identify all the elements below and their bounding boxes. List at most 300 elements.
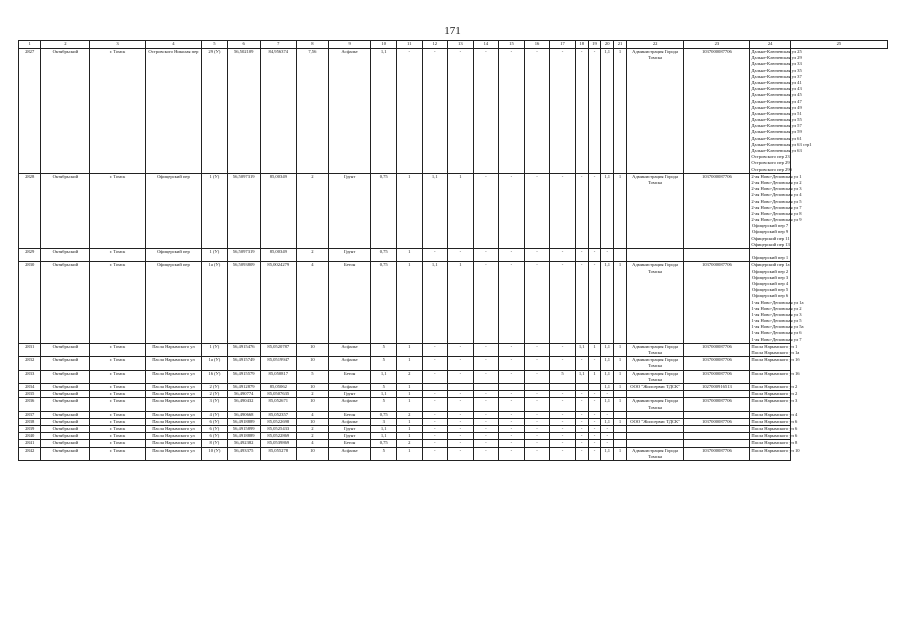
cell-c12: 2	[396, 440, 422, 447]
cell-c20: -	[588, 398, 601, 411]
cell-c22: 1	[614, 262, 627, 343]
cell-v8: 10	[296, 357, 328, 370]
cell-c18: -	[550, 426, 576, 433]
cell-c11: 0,75	[371, 173, 397, 248]
cell-num: 6 (У)	[202, 433, 228, 440]
cell-num: 2 (У)	[202, 391, 228, 398]
cell-street: Пасла Нарымского ул	[145, 418, 201, 425]
cell-surface: Бетон	[328, 440, 371, 447]
cell-c15: -	[473, 357, 499, 370]
cell-num: 8 (У)	[202, 440, 228, 447]
address-line: Пасла Нарымского ул 6	[751, 426, 798, 432]
cell-addresses	[750, 173, 802, 248]
cell-owner: Администрация Города Томска	[626, 343, 684, 356]
column-number-header: 24	[750, 41, 790, 49]
cell-c16: -	[499, 391, 525, 398]
cell-c19: -	[575, 433, 588, 440]
cell-c15: -	[473, 262, 499, 343]
cell-c17: -	[524, 370, 550, 383]
address-line: 1-ая Ново-Деповская ул 2	[751, 305, 802, 311]
cell-lon: 85,052357	[260, 411, 296, 418]
cell-v8: 10	[296, 418, 328, 425]
cell-c12: 1	[396, 249, 422, 262]
address-line: 1-ая Ново-Деповская ул 3	[751, 311, 802, 317]
cell-c19: -	[575, 440, 588, 447]
table-row	[19, 391, 888, 398]
cell-c17: -	[524, 440, 550, 447]
cell-c12: 1	[396, 357, 422, 370]
column-number-header: 13	[448, 41, 474, 49]
cell-c16: -	[499, 173, 525, 248]
cell-addresses	[750, 447, 800, 460]
cell-c17: -	[524, 262, 550, 343]
address-line: Офицерский пер 1	[752, 255, 789, 261]
cell-c19: -	[575, 249, 588, 262]
cell-c12: 2	[396, 370, 422, 383]
cell-v8: 7,56	[296, 49, 328, 174]
cell-c16: -	[499, 411, 525, 418]
cell-lon: 85,0525433	[260, 426, 296, 433]
cell-c14: -	[448, 343, 474, 356]
cell-c12: 1	[396, 433, 422, 440]
cell-c18: -	[550, 433, 576, 440]
cell-c14: -	[448, 370, 474, 383]
cell-c12: 1	[396, 447, 422, 460]
cell-addresses	[750, 433, 798, 440]
table-row	[19, 433, 888, 440]
address-line: 1-ая Ново-Деповская ул 6	[751, 330, 802, 336]
cell-c15: -	[473, 433, 499, 440]
cell-c14: -	[448, 49, 474, 174]
cell-addresses	[750, 418, 798, 425]
cell-v8: 10	[296, 343, 328, 356]
column-number-header: 20	[601, 41, 614, 49]
address-line: Пасла Нарымского ул 2	[751, 391, 798, 397]
cell-c18: 5	[550, 370, 576, 383]
cell-c22: 1	[614, 447, 627, 460]
cell-surface: Грунт	[328, 249, 371, 262]
address-line: Пасла Нарымского ул 16	[751, 370, 800, 376]
cell-c22: 1	[614, 343, 627, 356]
cell-city: г. Томск	[90, 433, 145, 440]
column-number-header: 25	[790, 41, 887, 49]
cell-owner: Администрация Города Томска	[626, 447, 684, 460]
cell-city: г. Томск	[90, 343, 145, 356]
cell-street: Островского Николая пер	[145, 49, 201, 174]
cell-city: г. Томск	[90, 418, 145, 425]
cell-no: 2828	[19, 173, 41, 248]
address-line: Дальне-Ключевская ул 61	[751, 135, 802, 141]
cell-lat: 56,5097319	[227, 173, 260, 248]
cell-surface: Асфальт	[328, 383, 371, 390]
cell-c18: -	[550, 440, 576, 447]
cell-district: Октябрьский	[41, 411, 90, 418]
cell-lon: 85,0507635	[260, 391, 296, 398]
address-line: Дальне-Ключевская ул 63	[751, 148, 802, 153]
address-line: Офицерский пер 9	[752, 229, 789, 235]
address-line: Офицерский пер 1а	[751, 262, 790, 268]
column-number-header: 8	[296, 41, 328, 49]
address-line: 1-ая Ново-Деповская ул 5	[751, 318, 802, 324]
cell-c13	[422, 383, 448, 390]
cell-district: Октябрьский	[41, 433, 90, 440]
cell-c14: -	[448, 426, 474, 433]
cell-lat: 56,490668	[227, 411, 260, 418]
cell-surface: Бетон	[328, 262, 371, 343]
address-line: 2-ая Ново-Деповская ул 9	[751, 217, 802, 223]
cell-addresses	[750, 262, 804, 343]
cell-v8: 2	[296, 433, 328, 440]
cell-lat: 56,4915749	[227, 357, 260, 370]
cell-c14: -	[448, 433, 474, 440]
cell-c15: -	[473, 249, 499, 262]
cell-num: 3 (У)	[202, 398, 228, 411]
cell-c16: -	[499, 433, 525, 440]
cell-c17: -	[524, 391, 550, 398]
cell-c11: 0,75	[371, 411, 397, 418]
cell-surface: Грунт	[328, 426, 371, 433]
cell-c16: -	[499, 440, 525, 447]
cell-surface: Асфальт	[328, 418, 371, 425]
cell-c15: -	[473, 343, 499, 356]
column-number-header: 19	[588, 41, 601, 49]
cell-c22: 1	[614, 357, 627, 370]
column-number-header: 23	[684, 41, 750, 49]
cell-c17: -	[524, 433, 550, 440]
column-number-header: 2	[41, 41, 90, 49]
cell-city: г. Томск	[90, 262, 145, 343]
cell-c20: -	[588, 262, 601, 343]
cell-no: 2842	[19, 447, 41, 460]
cell-v8: 4	[296, 440, 328, 447]
cell-lon: 85,052671	[260, 398, 296, 411]
address-line: Пасла Нарымского ул 6	[751, 418, 798, 424]
cell-c11: 5	[371, 447, 397, 460]
cell-lon: 85,0522869	[260, 433, 296, 440]
cell-c12: 1	[396, 398, 422, 411]
cell-street: Пасла Нарымского ул	[145, 383, 201, 390]
cell-ogrn: 1037000087706	[684, 49, 750, 174]
address-line: Офицерский пер 7	[752, 223, 789, 229]
address-line: 1-ая Ново-Деповская ул 7	[751, 336, 802, 342]
cell-c11: 5	[371, 383, 397, 390]
cell-num: 29 (У)	[202, 49, 228, 174]
cell-c13: -	[422, 357, 448, 370]
cell-c14: -	[448, 398, 474, 411]
cell-c21: 1,1	[601, 343, 614, 356]
cell-owner	[626, 411, 684, 418]
address-line: Пасла Нарымского ул 8	[751, 440, 798, 446]
cell-c21: 1,1	[601, 173, 614, 248]
cell-addresses	[750, 391, 798, 398]
cell-city: г. Томск	[90, 249, 145, 262]
cell-lon: 85,05062	[260, 383, 296, 390]
column-number-header: 6	[227, 41, 260, 49]
cell-addresses	[750, 440, 798, 447]
cell-district: Октябрьский	[41, 357, 90, 370]
address-line: Пасла Нарымского ул 6	[751, 433, 798, 439]
cell-street: Пасла Нарымского ул	[145, 398, 201, 411]
cell-c11: 5	[371, 398, 397, 411]
cell-no: 2835	[19, 391, 41, 398]
cell-street: Пасла Нарымского ул	[145, 411, 201, 418]
cell-owner: Администрация Города Томска	[626, 357, 684, 370]
column-number-header: 14	[473, 41, 499, 49]
cell-c12: -	[396, 49, 422, 174]
cell-surface: Асфальт	[328, 49, 371, 174]
column-number-header: 10	[371, 41, 397, 49]
cell-c22: 1	[614, 398, 627, 411]
cell-c16: -	[499, 357, 525, 370]
address-line: 1-ая Ново-Деповская ул 5а	[751, 324, 804, 330]
column-number-header: 1	[19, 41, 41, 49]
address-line: Дальне-Ключевская ул 47	[751, 98, 802, 104]
cell-c21: -	[601, 440, 614, 447]
cell-ogrn: 1037000087706	[684, 418, 750, 425]
cell-ogrn	[684, 249, 750, 262]
cell-lat: 56,5093809	[227, 262, 260, 343]
cell-c22: 1	[614, 173, 627, 248]
table-row	[19, 173, 888, 248]
cell-district: Октябрьский	[41, 418, 90, 425]
cell-owner	[626, 249, 684, 262]
cell-city: г. Томск	[90, 447, 145, 460]
cell-no: 2839	[19, 426, 41, 433]
cell-v8: 5	[296, 370, 328, 383]
column-number-header: 5	[202, 41, 228, 49]
cell-street: Пасла Нарымского ул	[145, 343, 201, 356]
column-number-header: 22	[626, 41, 684, 49]
cell-surface: Асфальт	[328, 343, 371, 356]
cell-c21: -	[601, 249, 614, 262]
cell-ogrn: 1037000087706	[684, 262, 750, 343]
cell-district: Октябрьский	[41, 383, 90, 390]
cell-v8: 4	[296, 262, 328, 343]
cell-c14: -	[448, 440, 474, 447]
column-number-header: 16	[524, 41, 550, 49]
cell-c15	[473, 383, 499, 390]
cell-surface: Асфальт	[328, 447, 371, 460]
address-line: Пасла Нарымского ул 3	[751, 398, 798, 404]
cell-lat: 56,493375	[227, 447, 260, 460]
cell-c18: -	[550, 49, 576, 174]
cell-c16: -	[499, 343, 525, 356]
cell-district: Октябрьский	[41, 398, 90, 411]
address-line: Дальне-Ключевская ул 43	[751, 86, 802, 92]
column-number-header: 7	[260, 41, 296, 49]
address-line: Пасла Нарымского ул 1б	[751, 357, 800, 363]
cell-city: г. Томск	[90, 398, 145, 411]
column-number-header: 9	[328, 41, 371, 49]
cell-num: 4 (У)	[202, 411, 228, 418]
cell-c21: -	[601, 433, 614, 440]
cell-lat: 56,4915899	[227, 426, 260, 433]
cell-c13: -	[422, 411, 448, 418]
cell-ogrn	[684, 391, 750, 398]
cell-surface: Грунт	[328, 391, 371, 398]
address-line: 1-ая Ново-Деповская ул 1а	[751, 299, 804, 305]
address-line: Офицерский пер 6	[752, 293, 789, 299]
cell-c14: 1	[448, 173, 474, 248]
cell-c18: -	[550, 418, 576, 425]
cell-c12: 1	[396, 383, 422, 390]
cell-ogrn: 1037000087706	[684, 357, 750, 370]
cell-c20: 1	[588, 370, 601, 383]
cell-c22	[614, 249, 627, 262]
cell-city: г. Томск	[90, 426, 145, 433]
address-line: 2-ая Ново-Деповская ул 5	[751, 198, 802, 204]
cell-district: Октябрьский	[41, 262, 90, 343]
address-line: Офицерский пер 3	[752, 274, 789, 280]
cell-c19: -	[575, 49, 588, 174]
cell-lat: 56,4912879	[227, 383, 260, 390]
cell-c11: 0,75	[371, 440, 397, 447]
cell-v8: 10	[296, 398, 328, 411]
cell-c15: -	[473, 49, 499, 174]
cell-c21: -	[601, 391, 614, 398]
cell-owner	[626, 433, 684, 440]
cell-c11: 3	[371, 418, 397, 425]
cell-c18: -	[550, 447, 576, 460]
cell-c21: -	[601, 411, 614, 418]
cell-owner: Администрация Города Томска	[626, 173, 684, 248]
cell-c16: -	[499, 398, 525, 411]
cell-no: 2833	[19, 370, 41, 383]
address-line: Офицерский пер 11	[751, 235, 790, 241]
cell-v8: 2	[296, 391, 328, 398]
table-row	[19, 249, 888, 262]
cell-owner: ООО "Жилсервис ТДСК"	[626, 418, 684, 425]
cell-c17: -	[524, 343, 550, 356]
cell-street: Пасла Нарымского ул	[145, 433, 201, 440]
address-line: Дальне-Ключевская ул 55	[751, 117, 802, 123]
cell-c17: -	[524, 249, 550, 262]
column-number-header: 3	[90, 41, 145, 49]
address-line: Дальне-Ключевская ул 49	[751, 104, 802, 110]
cell-lat: 56,490774	[227, 391, 260, 398]
cell-c11: 1,1	[371, 391, 397, 398]
cell-c13: -	[422, 440, 448, 447]
cell-c18: -	[550, 173, 576, 248]
cell-c12: 2	[396, 411, 422, 418]
cell-c17: -	[524, 426, 550, 433]
cell-owner: Администрация Города Томска	[626, 398, 684, 411]
cell-c21: 1,1	[601, 370, 614, 383]
address-line: Офицерский пер 4	[752, 280, 789, 286]
cell-ogrn: 1027000916513	[684, 383, 750, 390]
cell-c12: 1	[396, 418, 422, 425]
cell-owner: Администрация Города Томска	[626, 49, 684, 174]
cell-lon: 85,0519947	[260, 357, 296, 370]
cell-num: 1а (У)	[202, 357, 228, 370]
cell-c12: 1	[396, 262, 422, 343]
cell-owner	[626, 440, 684, 447]
table-row	[19, 411, 888, 418]
address-line: 2-ая Ново-Деповская ул 4	[751, 192, 802, 198]
address-line: 2-ая Ново-Деповская ул 8	[751, 210, 802, 216]
cell-c14: -	[448, 418, 474, 425]
cell-surface: Бетон	[328, 411, 371, 418]
cell-c15: -	[473, 173, 499, 248]
address-line: 2-ая Ново-Деповская ул 2	[751, 179, 802, 185]
cell-v8: 4	[296, 411, 328, 418]
cell-c11: 5	[371, 343, 397, 356]
cell-district: Октябрьский	[41, 370, 90, 383]
cell-num: 1 (У)	[202, 249, 228, 262]
cell-lon: 85,0539869	[260, 440, 296, 447]
address-line: 2-ая Ново-Деповская ул 1	[751, 173, 802, 179]
table-row	[19, 49, 888, 174]
cell-num: 2 (У)	[202, 383, 228, 390]
column-number-header: 17	[550, 41, 576, 49]
cell-street: Пасла Нарымского ул	[145, 447, 201, 460]
cell-v8: 10	[296, 383, 328, 390]
cell-c21: 1,1	[601, 383, 614, 390]
cell-addresses	[750, 426, 798, 433]
cell-c20: -	[588, 426, 601, 433]
cell-c16: -	[499, 49, 525, 174]
cell-c21: 1,1	[601, 447, 614, 460]
cell-c15: -	[473, 370, 499, 383]
column-number-header: 4	[145, 41, 201, 49]
cell-c14: -	[448, 357, 474, 370]
cell-owner: ООО "Жилсервис ТДСК"	[626, 383, 684, 390]
cell-c15: -	[473, 440, 499, 447]
cell-c11: 1,1	[371, 49, 397, 174]
cell-c13: 1,1	[422, 173, 448, 248]
cell-c19: -	[575, 262, 588, 343]
cell-c19: -	[575, 418, 588, 425]
cell-c13: -	[422, 49, 448, 174]
cell-c20: -	[588, 411, 601, 418]
cell-c11: 5	[371, 357, 397, 370]
cell-c17: -	[524, 173, 550, 248]
cell-street: Офицерский пер	[145, 173, 201, 248]
address-line: Пасла Нарымского ул 4	[751, 411, 798, 417]
cell-district: Октябрьский	[41, 49, 90, 174]
cell-no: 2836	[19, 398, 41, 411]
cell-addresses	[750, 343, 800, 356]
cell-c11: 1,1	[371, 433, 397, 440]
table-row	[19, 370, 888, 383]
table-row	[19, 440, 888, 447]
cell-c17: -	[524, 49, 550, 174]
cell-lon: 85,050817	[260, 370, 296, 383]
cell-c20	[588, 383, 601, 390]
cell-num: 1 (У)	[202, 173, 228, 248]
table-row	[19, 426, 888, 433]
cell-c19: -	[575, 173, 588, 248]
cell-ogrn	[684, 433, 750, 440]
cell-ogrn	[684, 411, 750, 418]
cell-c22: 1	[614, 418, 627, 425]
cell-c22: 1	[614, 383, 627, 390]
cell-lon: 85,0520787	[260, 343, 296, 356]
cell-c14: -	[448, 447, 474, 460]
cell-c13: -	[422, 433, 448, 440]
cell-ogrn	[684, 426, 750, 433]
cell-c12: 1	[396, 426, 422, 433]
cell-ogrn: 1037000087706	[684, 370, 750, 383]
cell-c13: -	[422, 370, 448, 383]
cell-c22	[614, 433, 627, 440]
column-number-header: 11	[396, 41, 422, 49]
cell-lat: 56,4918889	[227, 433, 260, 440]
cell-c13: -	[422, 418, 448, 425]
cell-c18: -	[550, 411, 576, 418]
cell-district: Октябрьский	[41, 391, 90, 398]
address-line: Дальне-Ключевская ул 35	[751, 67, 802, 73]
